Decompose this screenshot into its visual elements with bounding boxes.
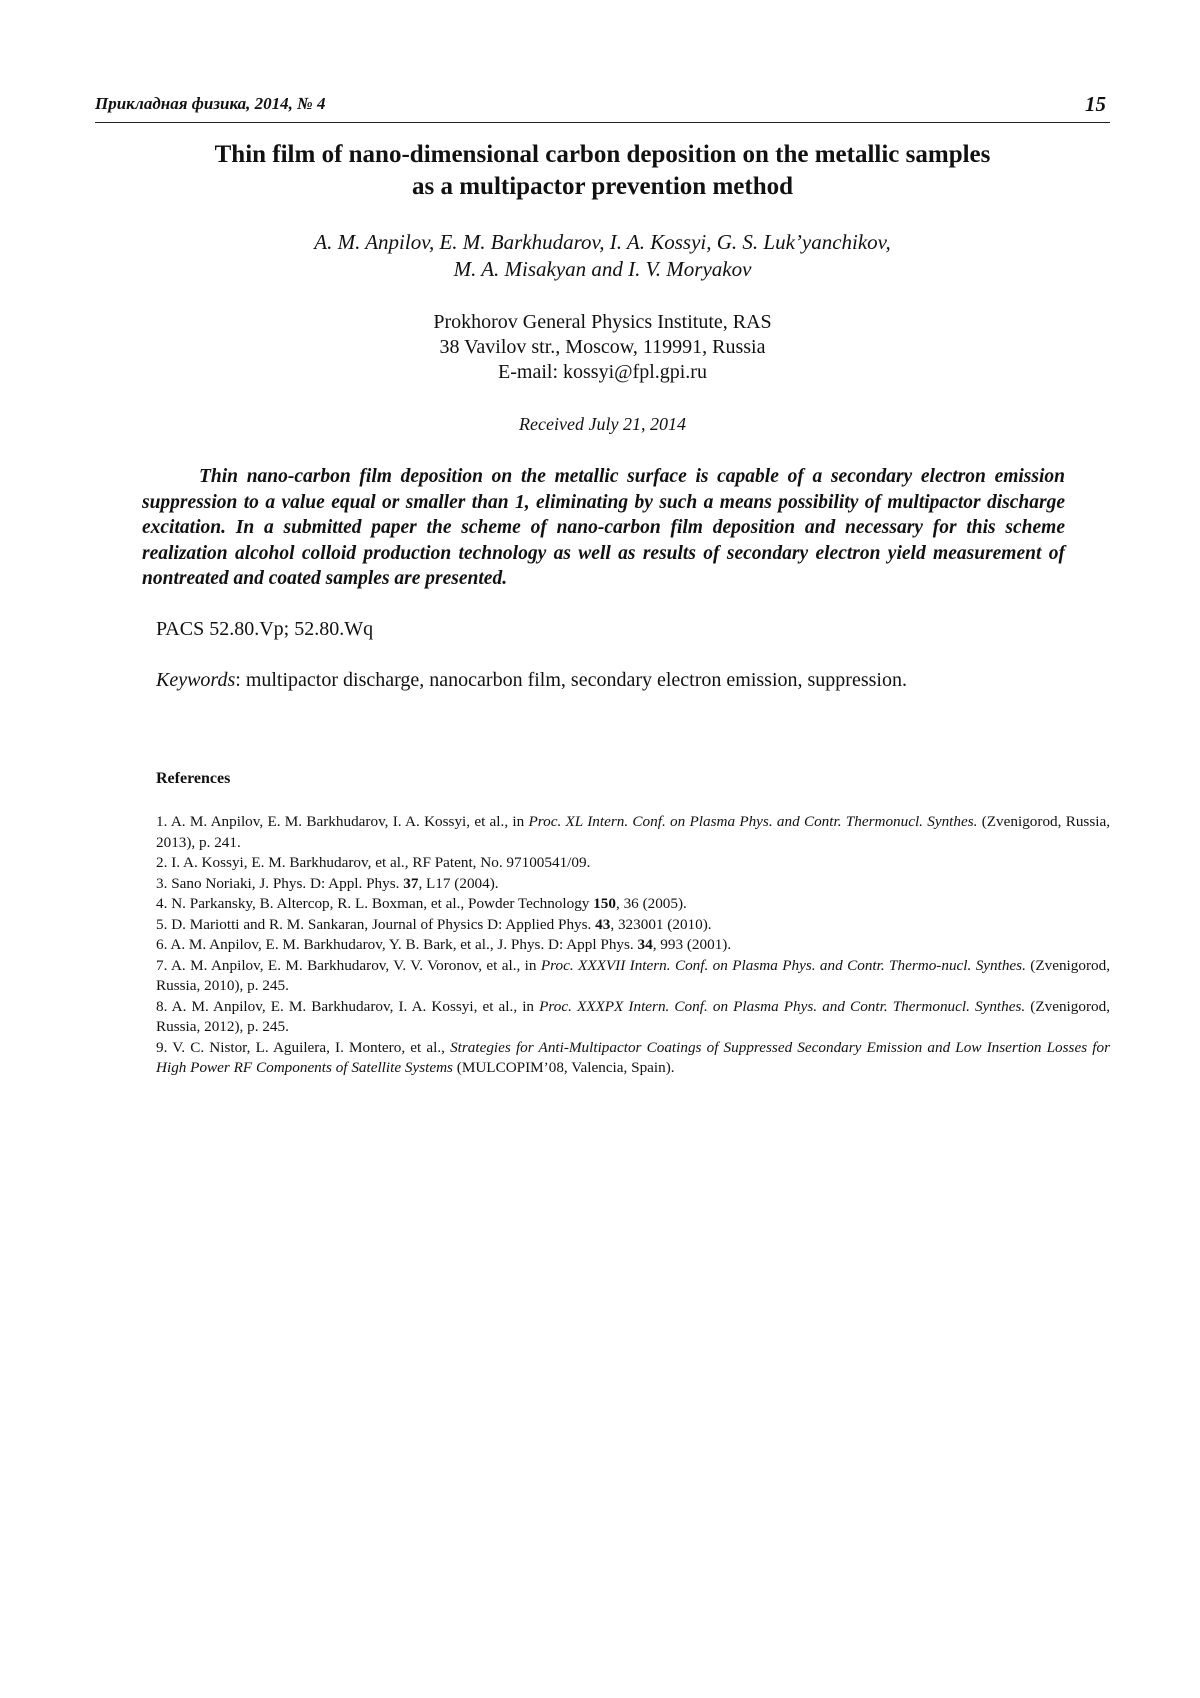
reference-item-2: 2. I. A. Kossyi, E. M. Barkhudarov, et al., RF Patent, No. 97100541/09. xyxy=(156,854,591,871)
ref-8-source: Proc. XXXPX Intern. Conf. on Plasma Phys. and Contr. Thermonucl. Synthes. xyxy=(539,997,1026,1015)
authors-line-1: A. M. Anpilov, E. M. Barkhudarov, I. A. Kossyi, G. S. Luk’yanchikov, xyxy=(314,230,891,254)
reference-item-4 xyxy=(156,894,1110,915)
ref-7-details: (Zvenigorod, Russia, 2010), p. 245. xyxy=(156,956,1110,994)
reference-item-9 xyxy=(156,1038,1110,1079)
ref-4-text: 4. N. Parkansky, B. Altercop, R. L. Boxman, et al., Powder Technology xyxy=(156,895,594,912)
ref-6-text: 6. A. M. Anpilov, E. M. Barkhudarov, Y. B. Bark, et al., J. Phys. D: Appl Phys. xyxy=(156,936,638,953)
title-line-1: Thin film of nano-dimensional carbon deposition on the metallic samples xyxy=(214,141,991,168)
authors-line-2: M. A. Misakyan and I. V. Moryakov xyxy=(453,257,752,281)
keywords-text: : multipactor discharge, nanocarbon film, secondary electron emission, suppression. xyxy=(235,669,907,691)
ref-1-source: Proc. XL Intern. Conf. on Plasma Phys. and Contr. Thermonucl. Synthes. xyxy=(528,813,978,830)
references-heading: References xyxy=(156,770,231,787)
ref-5-details: , 323001 (2010). xyxy=(610,915,712,933)
running-header xyxy=(95,92,1110,123)
ref-5-text: 5. D. Mariotti and R. M. Sankaran, Journal of Physics D: Applied Phys. xyxy=(156,915,596,933)
journal-name: Прикладная физика, 2014, № 4 xyxy=(95,94,326,113)
keywords-label: Keywords xyxy=(156,669,236,691)
reference-item-6 xyxy=(156,935,1110,956)
page-number: 15 xyxy=(1085,92,1106,116)
paper-title xyxy=(95,139,1110,203)
reference-item-1 xyxy=(156,812,1110,853)
ref-7-authors: 7. A. M. Anpilov, E. M. Barkhudarov, V. V. Voronov, et al., in xyxy=(156,956,541,974)
pacs-codes: PACS 52.80.Vp; 52.80.Wq xyxy=(156,618,374,640)
ref-9-authors: 9. V. C. Nistor, L. Aguilera, I. Montero, et al., xyxy=(156,1038,451,1056)
reference-item-8 xyxy=(156,997,1110,1038)
ref-9-title: Strategies for Anti-Multipactor Coatings of Suppressed Secondary Emission and Low Insertion Losses for High Power RF Components of Satellite Systems xyxy=(156,1038,1110,1076)
abstract: Thin nano-carbon film deposition on the metallic surface is capable of a secondary electron emission suppression to a value equal or smaller than 1, eliminating by such a means possibility of multipactor discharge excitation. In a submitted paper the scheme of nano-carbon film deposition and necessary for this scheme realization alcohol colloid production technology as well as results of secondary electron yield measurement of nontreated and coated samples are presented. xyxy=(142,466,1065,589)
ref-7-source: Proc. XXXVII Intern. Conf. on Plasma Phys. and Contr. Thermo-nucl. Synthes. xyxy=(540,956,1026,974)
reference-item-3 xyxy=(156,874,1110,895)
reference-list xyxy=(156,812,1110,1079)
affiliation-email: E-mail: kossyi@fpl.gpi.ru xyxy=(498,361,707,383)
ref-9-details: (MULCOPIM’08, Valencia, Spain). xyxy=(452,1059,675,1076)
ref-6-details: , 993 (2001). xyxy=(652,936,732,953)
ref-3-volume: 37 xyxy=(403,874,419,892)
reference-item-5 xyxy=(156,915,1110,936)
author-list xyxy=(95,229,1110,283)
ref-8-authors: 8. A. M. Anpilov, E. M. Barkhudarov, I. A. Kossyi, et al., in xyxy=(156,997,540,1015)
affiliation-address: 38 Vavilov str., Moscow, 119991, Russia xyxy=(439,336,766,358)
title-line-2: as a multipactor prevention method xyxy=(411,173,794,200)
ref-4-details: , 36 (2005). xyxy=(615,895,687,912)
ref-8-details: (Zvenigorod, Russia, 2012), p. 245. xyxy=(156,997,1110,1035)
affiliation-institute: Prokhorov General Physics Institute, RAS xyxy=(433,311,772,333)
ref-3-details: , L17 (2004). xyxy=(418,874,499,892)
ref-3-text: 3. Sano Noriaki, J. Phys. D: Appl. Phys. xyxy=(156,874,404,892)
ref-1-authors: 1. A. M. Anpilov, E. M. Barkhudarov, I. A. Kossyi, et al., in xyxy=(156,813,529,830)
ref-4-volume: 150 xyxy=(593,895,616,912)
ref-6-volume: 34 xyxy=(637,936,653,953)
received-date: Received July 21, 2014 xyxy=(519,414,686,434)
reference-item-7 xyxy=(156,956,1110,997)
ref-1-details: (Zvenigorod, Russia, 2013), p. 241. xyxy=(156,813,1111,851)
affiliation xyxy=(95,310,1110,385)
ref-5-volume: 43 xyxy=(595,915,611,933)
keywords xyxy=(156,669,1116,692)
